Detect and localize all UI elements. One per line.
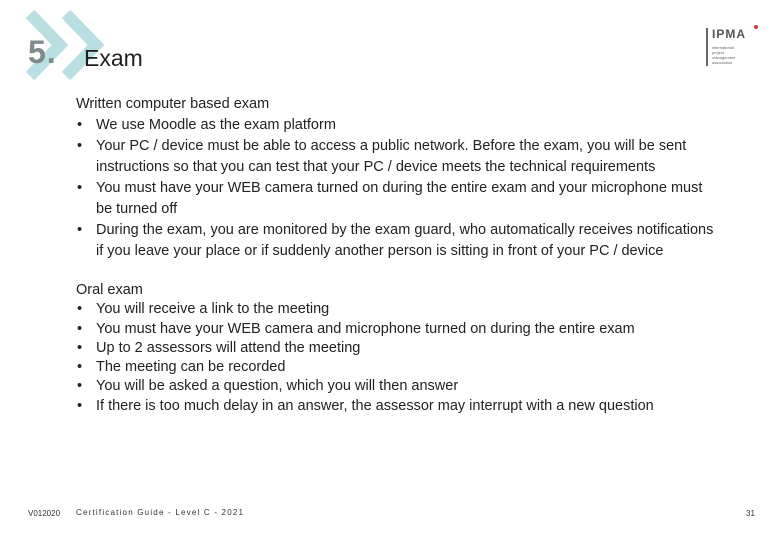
footer-guide-label: Certification Guide - Level C - 2021 [76, 508, 245, 517]
list-item: • During the exam, you are monitored by the exam guard, who automatically receives notifications if you leave your place or if suddenly another person is sitting in front of your PC / device [77, 222, 714, 259]
oral-exam-heading: Oral exam [76, 282, 143, 298]
logo-line: association [712, 60, 733, 65]
list-item: • You must have your WEB camera and microphone turned on during the entire exam [77, 320, 635, 337]
written-exam-section [76, 94, 716, 262]
list-item: • If there is too much delay in an answer, the assessor may interrupt with a new question [77, 397, 654, 414]
page-title: Exam [84, 45, 143, 71]
list-item: • Your PC / device must be able to access a public network. Before the exam, you will be sent instructions so that you can test that your PC / device meets the technical requirements [77, 138, 687, 175]
list-item-text: You must have your WEB camera and microphone turned on during the entire exam [96, 320, 635, 337]
logo-word: IPMA [712, 27, 746, 41]
version-label: V012020 [28, 509, 61, 518]
slide-body [76, 94, 716, 416]
list-item: • You must have your WEB camera turned on during the entire exam and your microphone must be turned off [77, 180, 703, 217]
list-item-text: We use Moodle as the exam platform [96, 117, 336, 133]
logo-line: international [712, 45, 734, 50]
list-item-text: During the exam, you are monitored by the exam guard, who automatically receives notifications if you leave your place or if suddenly another person is sitting in front of your PC / device [96, 222, 714, 259]
written-exam-list [76, 115, 716, 262]
section-number: 5. [28, 34, 57, 70]
list-item: • Up to 2 assessors will attend the meeting [77, 339, 361, 356]
page-number: 31 [746, 509, 755, 518]
list-item: • We use Moodle as the exam platform [77, 117, 336, 133]
list-item: • You will be asked a question, which you will then answer [77, 378, 459, 395]
list-item-text: You will receive a link to the meeting [96, 301, 330, 318]
logo-line: management [712, 55, 736, 60]
written-exam-heading: Written computer based exam [76, 96, 270, 112]
logo-accent-dot [754, 25, 758, 29]
list-item-text: If there is too much delay in an answer, the assessor may interrupt with a new question [96, 397, 654, 414]
oral-exam-list [76, 300, 716, 416]
list-item: • You will receive a link to the meeting [77, 301, 330, 318]
logo-divider [706, 28, 708, 66]
list-item-text: Up to 2 assessors will attend the meeting [96, 339, 361, 356]
logo-line: project [712, 50, 725, 55]
ipma-logo [706, 27, 762, 71]
list-item-text: Your PC / device must be able to access a public network. Before the exam, you will be sent instructions so that you can test that your PC / device meets the technical requirements [96, 138, 687, 175]
list-item-text: You must have your WEB camera turned on during the entire exam and your microphone must be turned off [96, 180, 703, 217]
oral-exam-section [76, 281, 716, 416]
list-item-text: The meeting can be recorded [96, 359, 286, 376]
list-item: • The meeting can be recorded [77, 359, 286, 376]
list-item-text: You will be asked a question, which you will then answer [96, 378, 459, 395]
